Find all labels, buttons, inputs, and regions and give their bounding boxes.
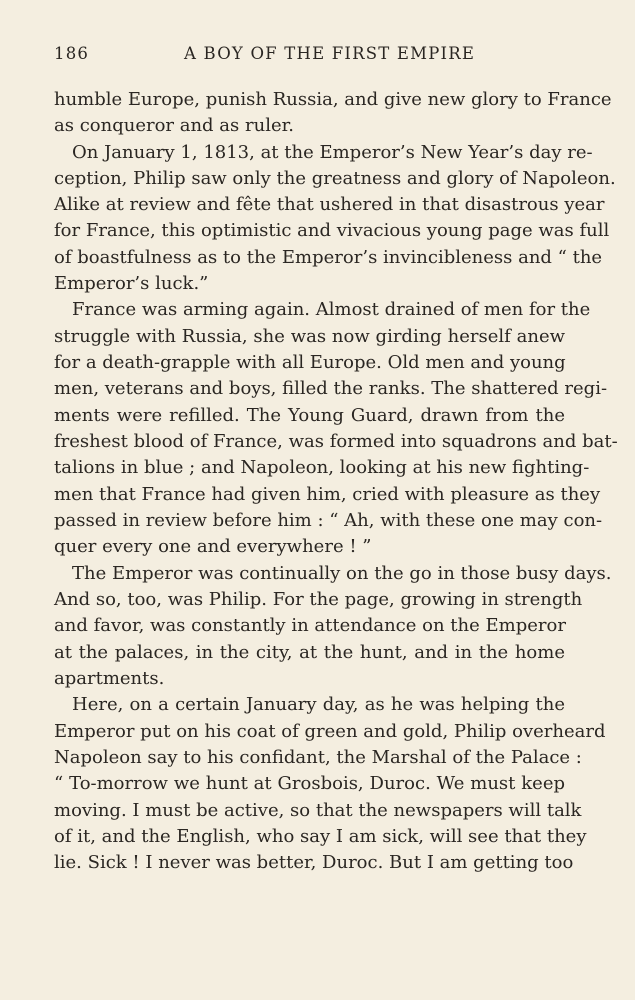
text-line: freshest blood of France, was formed into squadrons and bat-: [54, 431, 618, 452]
text-line: Alike at review and fête that ushered in that disastrous year: [54, 194, 605, 215]
text-line: On January 1, 1813, at the Emperor’s New Year’s day re-: [72, 142, 593, 163]
text-line: men that France had given him, cried with pleasure as they: [54, 484, 601, 505]
text-line: ception, Philip saw only the greatness and glory of Napoleon.: [54, 168, 616, 189]
text-line: apartments.: [54, 668, 165, 689]
text-line: men, veterans and boys, filled the ranks. The shattered regi-: [54, 378, 608, 399]
text-line: and favor, was constantly in attendance on the Emperor: [54, 615, 566, 636]
text-line: lie. Sick ! I never was better, Duroc. But I am getting too: [54, 852, 574, 873]
text-line: moving. I must be active, so that the newspapers will talk: [54, 800, 582, 821]
running-head: A BOY OF THE FIRST EMPIRE: [184, 44, 476, 63]
text-line: Here, on a certain January day, as he was helping the: [72, 694, 565, 715]
text-line: quer every one and everywhere ! ”: [54, 536, 372, 557]
text-line: of it, and the English, who say I am sick, will see that they: [54, 826, 587, 847]
text-line: Napoleon say to his confidant, the Marshal of the Palace :: [54, 747, 582, 768]
text-line: passed in review before him : “ Ah, with these one may con-: [54, 510, 603, 531]
text-line: for France, this optimistic and vivacious young page was full: [54, 220, 610, 241]
page-number: 186: [54, 44, 90, 63]
text-line: at the palaces, in the city, at the hunt, and in the home: [54, 642, 565, 663]
text-line: And so, too, was Philip. For the page, growing in strength: [54, 589, 583, 610]
text-line: struggle with Russia, she was now girding herself anew: [54, 326, 565, 347]
page-header: [54, 44, 565, 72]
text-line: “ To-morrow we hunt at Grosbois, Duroc. We must keep: [54, 773, 565, 794]
text-line: Emperor put on his coat of green and gold, Philip overheard: [54, 721, 606, 742]
text-line: The Emperor was continually on the go in those busy days.: [72, 563, 612, 584]
text-line: ments were refilled. The Young Guard, drawn from the: [54, 405, 565, 426]
text-line: of boastfulness as to the Emperor’s invincibleness and “ the: [54, 247, 603, 268]
text-line: as conqueror and as ruler.: [54, 115, 294, 136]
text-line: talions in blue ; and Napoleon, looking at his new fighting-: [54, 457, 590, 478]
text-line: for a death-grapple with all Europe. Old men and young: [54, 352, 566, 373]
text-line: France was arming again. Almost drained of men for the: [72, 299, 591, 320]
text-line: humble Europe, punish Russia, and give new glory to France: [54, 89, 612, 110]
text-line: Emperor’s luck.”: [54, 273, 209, 294]
